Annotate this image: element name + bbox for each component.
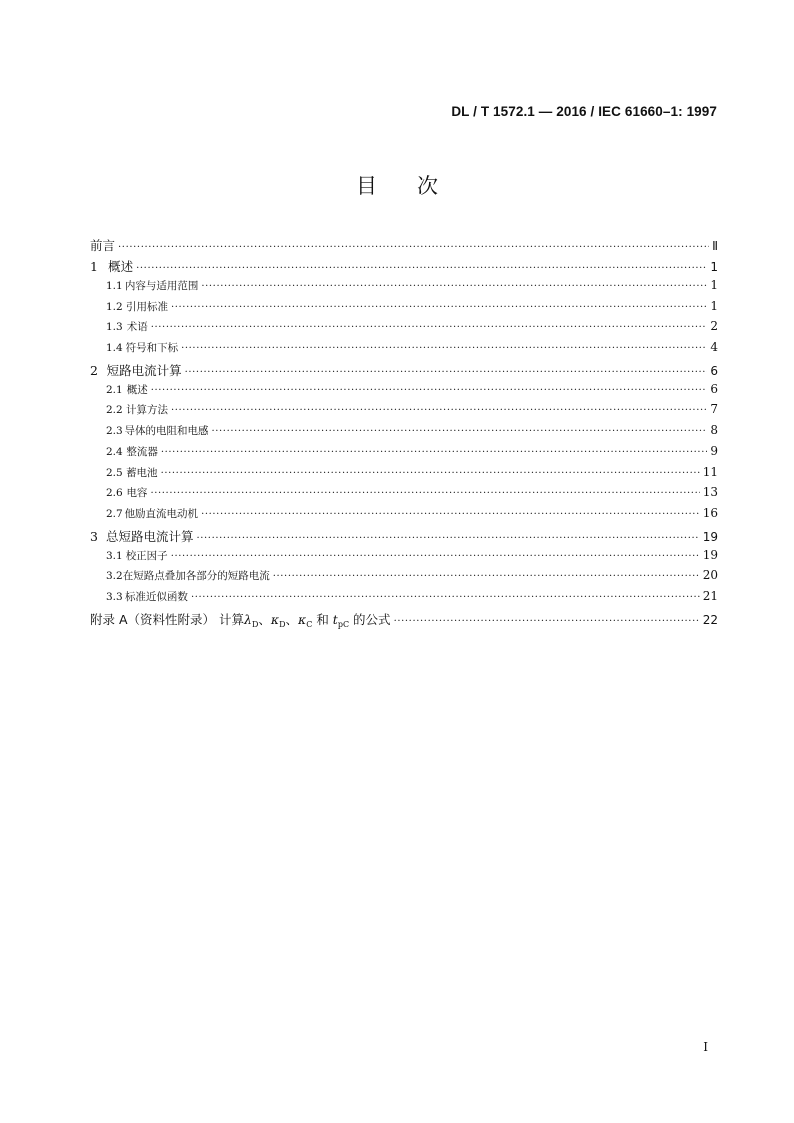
toc-entry[interactable] [90,589,718,610]
appendix-suffix: 的公式 [349,611,391,627]
toc-number: 2.7 [106,507,123,520]
toc-number: 1 [90,259,98,274]
dot-leader [201,509,700,520]
dot-leader [394,616,700,627]
toc-label: 总短路电流计算 [105,528,194,544]
dot-leader [171,551,700,562]
dot-leader [196,533,699,544]
table-of-contents [90,236,718,631]
toc-page: 4 [710,340,718,355]
toc-page: 6 [710,381,718,396]
toc-label: 在短路点叠加各部分的短路电流 [122,570,270,583]
kappa-symbol: κ [298,611,307,627]
toc-label: 计算方法 [125,404,168,417]
toc-entry[interactable] [90,527,718,548]
dot-leader [150,488,699,499]
dot-leader [181,343,707,354]
toc-number: 1.1 [106,280,123,292]
dot-leader [171,302,707,313]
dot-leader [151,385,708,396]
appendix-prefix: 附录 A（资料性附录） 计算 [90,611,244,627]
toc-number: 3.3 [106,590,123,603]
toc-entry[interactable] [90,423,718,444]
toc-entry[interactable] [90,465,718,486]
lambda-symbol: λ [244,611,252,627]
toc-label: 蓄电池 [126,466,158,479]
kappa-subscript: D [279,619,286,629]
toc-number: 2.6 [106,487,123,500]
toc-entry[interactable] [90,506,718,527]
toc-label: 内容与适用范围 [124,280,199,292]
toc-number: 2.5 [106,466,123,479]
toc-number: 1.3 [106,321,123,334]
separator: 、 [285,611,299,627]
toc-page: 22 [702,612,718,627]
appendix-label [90,610,391,629]
toc-number: 2 [90,362,98,378]
toc-number: 3.1 [106,549,123,562]
toc-page: 9 [710,443,718,458]
toc-label: 符号和下标 [125,342,179,355]
toc-entry[interactable] [90,548,718,569]
dot-leader [161,447,708,458]
dot-leader [273,571,700,582]
standard-number: DL / T 1572.1 — 2016 / IEC 61660–1: 1997 [451,104,717,119]
toc-page: 13 [702,485,718,500]
toc-number: 2.3 [106,425,123,438]
toc-entry-appendix-a[interactable] [90,610,718,631]
dot-leader [191,592,700,603]
toc-number: 3 [90,528,98,544]
title-char-1: 目 [356,174,377,198]
toc-entry[interactable] [90,444,718,465]
dot-leader [201,281,707,292]
toc-number: 2.4 [106,445,123,458]
toc-label: 引用标准 [125,300,168,313]
toc-label: 概述 [108,259,134,274]
dot-leader [118,242,709,253]
toc-label: 前言 [90,238,116,253]
toc-label: 他励直流电动机 [124,507,199,520]
page-number: I [703,1040,708,1054]
dot-leader [151,322,708,333]
separator: 、 [258,611,271,627]
toc-label: 电容 [126,487,148,500]
dot-leader [136,263,707,274]
toc-entry[interactable] [90,299,718,320]
toc-page: 11 [702,464,718,479]
toc-page: 19 [702,547,718,562]
toc-number: 3.2 [106,570,123,583]
kappa-symbol: κ [270,611,280,627]
toc-entry[interactable] [90,485,718,506]
page-title [0,170,794,200]
toc-label: 标准近似函数 [124,590,188,603]
toc-page: 2 [710,319,718,334]
toc-label: 导体的电阻和电感 [124,425,209,438]
toc-page: 16 [702,505,718,520]
dot-leader [171,405,707,416]
toc-page: Ⅱ [712,239,718,253]
toc-entry[interactable] [90,402,718,423]
kappa-subscript: C [306,619,313,629]
toc-number: 2.1 [106,383,123,396]
toc-number: 1.4 [106,342,123,355]
toc-page: 1 [710,260,718,274]
t-symbol: t [332,611,338,627]
toc-label: 短路电流计算 [106,362,182,378]
dot-leader [185,367,708,378]
toc-entry[interactable] [90,382,718,403]
lambda-subscript: D [251,619,259,629]
title-char-2: 次 [417,174,438,198]
toc-number: 2.2 [106,404,123,417]
toc-page: 21 [702,588,718,603]
toc-page: 1 [710,278,718,292]
toc-label: 术语 [126,321,148,334]
dot-leader [211,426,707,437]
toc-entry[interactable] [90,319,718,340]
toc-number: 1.2 [106,300,123,313]
toc-entry[interactable] [90,278,718,299]
conjunction: 和 [312,611,333,627]
dot-leader [161,468,700,479]
toc-entry[interactable] [90,257,718,278]
toc-label: 概述 [126,383,148,396]
toc-page: 1 [710,298,718,313]
toc-page: 8 [710,423,718,438]
toc-page: 20 [702,568,718,583]
toc-entry[interactable] [90,568,718,589]
toc-entry[interactable] [90,361,718,382]
toc-page: 7 [710,402,718,417]
t-subscript: pC [337,619,350,629]
toc-label: 整流器 [126,445,158,458]
toc-label: 校正因子 [125,549,168,562]
toc-entry[interactable] [90,340,718,361]
toc-page: 6 [710,363,718,378]
toc-entry[interactable] [90,236,718,257]
toc-page: 19 [702,529,718,544]
